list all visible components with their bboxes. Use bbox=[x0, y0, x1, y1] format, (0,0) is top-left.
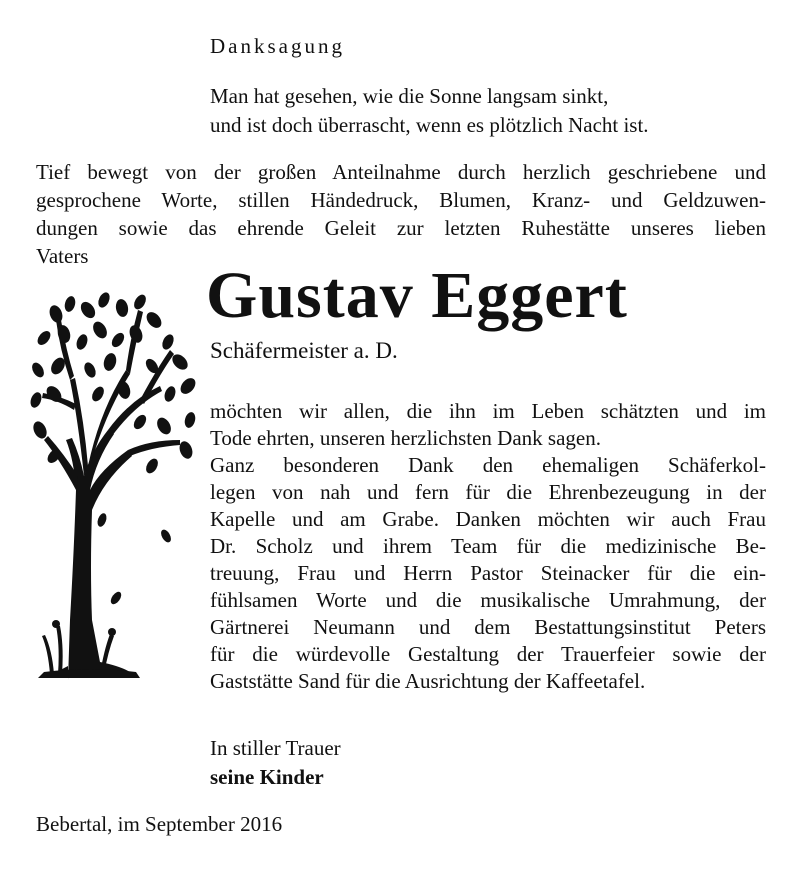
poem-line: und ist doch überrascht, wenn es plötzlich Nacht ist. bbox=[210, 113, 649, 137]
poem bbox=[210, 82, 649, 140]
closing-phrase: In stiller Trauer bbox=[210, 736, 341, 760]
intro-text bbox=[36, 158, 766, 270]
place-date: Bebertal, im September 2016 bbox=[36, 812, 283, 836]
body-line: für die würdevolle Gestaltung der Trauerfeier sowie der bbox=[210, 642, 766, 666]
body-line: Gärtnerei Neumann und dem Bestattungsinstitut Peters bbox=[210, 615, 766, 639]
heading: Danksagung bbox=[210, 34, 345, 58]
body-line: treuung, Frau und Herrn Pastor Steinacker für die ein- bbox=[210, 561, 766, 585]
tree-icon bbox=[30, 290, 200, 680]
body-line: Ganz besonderen Dank den ehemaligen Schäferkol- bbox=[210, 453, 766, 477]
poem-line: Man hat gesehen, wie die Sonne langsam sinkt, bbox=[210, 84, 609, 108]
body-text bbox=[210, 398, 766, 695]
intro-line: Tief bewegt von der großen Anteilnahme durch herzlich geschriebene und bbox=[36, 160, 766, 184]
intro-line: gesprochene Worte, stillen Händedruck, Blumen, Kranz- und Geldzuwen- bbox=[36, 188, 766, 212]
closing bbox=[210, 734, 341, 792]
body-line: Dr. Scholz und ihrem Team für die medizinische Be- bbox=[210, 534, 766, 558]
body-line: Tode ehrten, unseren herzlichsten Dank sagen. bbox=[210, 426, 601, 450]
intro-line: Vaters bbox=[36, 244, 89, 268]
deceased-name: Gustav Eggert bbox=[206, 259, 628, 332]
body-line: möchten wir allen, die ihn im Leben schätzten und im bbox=[210, 399, 766, 423]
body-line: legen von nah und fern für die Ehrenbezeugung in der bbox=[210, 480, 766, 504]
deceased-title: Schäfermeister a. D. bbox=[210, 338, 398, 363]
body-line: Kapelle und am Grabe. Danken möchten wir auch Frau bbox=[210, 507, 766, 531]
body-line: Gaststätte Sand für die Ausrichtung der Kaffeetafel. bbox=[210, 669, 646, 693]
intro-line: dungen sowie das ehrende Geleit zur letzten Ruhestätte unseres lieben bbox=[36, 216, 766, 240]
signers: seine Kinder bbox=[210, 765, 324, 789]
body-line: fühlsamen Worte und die musikalische Umrahmung, der bbox=[210, 588, 766, 612]
